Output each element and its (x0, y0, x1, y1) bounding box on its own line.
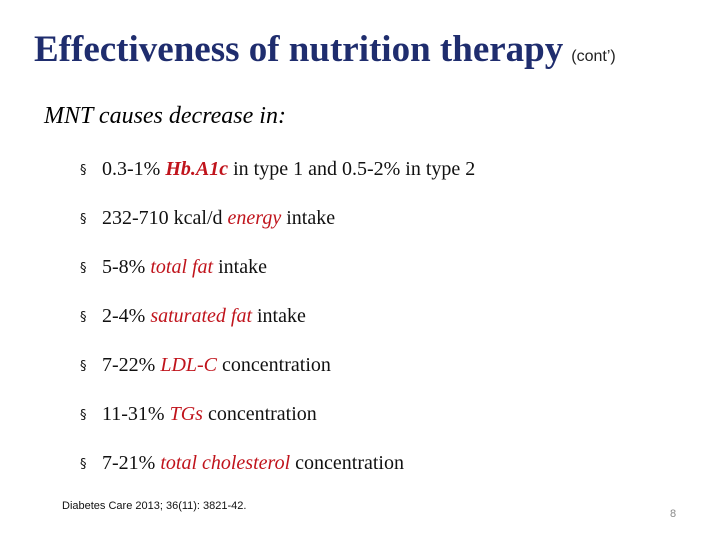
bullet-suffix: concentration (290, 452, 404, 474)
bullet-value: 0.3-1% (102, 158, 166, 180)
bullet-value: 11-31% (102, 403, 170, 425)
bullet-highlight: Hb.A1c (165, 158, 229, 180)
page-number: 8 (670, 508, 677, 520)
title-main: Effectiveness of nutrition therapy (34, 29, 564, 70)
bullet-value: 2-4% (102, 305, 151, 327)
bullet-marker-icon: § (80, 408, 87, 423)
bullet-suffix: intake (281, 207, 336, 229)
bullet-marker-icon: § (80, 212, 87, 227)
bullet-highlight: TGs (169, 403, 203, 425)
bullet-highlight: saturated fat (150, 305, 252, 327)
slide-title (34, 28, 616, 71)
bullet-value: 7-22% (102, 354, 161, 376)
bullet-highlight: total cholesterol (160, 452, 291, 474)
bullet-item-total-cholesterol (80, 452, 475, 501)
bullet-item-tgs (80, 403, 475, 452)
bullet-text (102, 256, 267, 279)
bullet-item-total-fat (80, 256, 475, 305)
bullet-suffix: concentration (202, 403, 317, 425)
bullet-item-saturated-fat (80, 305, 475, 354)
bullet-marker-icon: § (80, 359, 87, 374)
bullet-marker-icon: § (80, 457, 87, 472)
bullet-item-energy (80, 207, 475, 256)
bullet-text (102, 158, 475, 181)
bullet-value: 7-21% (102, 452, 161, 474)
bullet-highlight: LDL-C (160, 354, 218, 376)
bullet-highlight: energy (227, 207, 282, 229)
bullet-text (102, 354, 331, 377)
bullet-value: 232-710 kcal/d (102, 207, 228, 229)
bullet-item-ldl-c (80, 354, 475, 403)
bullet-item-hba1c (80, 158, 475, 207)
bullet-marker-icon: § (80, 261, 87, 276)
bullet-text (102, 207, 335, 230)
bullet-marker-icon: § (80, 163, 87, 178)
bullet-highlight: total fat (150, 256, 214, 278)
bullet-marker-icon: § (80, 310, 87, 325)
subtitle: MNT causes decrease in: (44, 103, 286, 129)
bullet-suffix: concentration (217, 354, 331, 376)
title-suffix: (cont’) (571, 48, 616, 65)
bullet-suffix: in type 1 and 0.5-2% in type 2 (228, 158, 476, 180)
bullet-text (102, 452, 404, 475)
bullet-suffix: intake (252, 305, 306, 327)
citation: Diabetes Care 2013; 36(11): 3821-42. (62, 500, 247, 512)
bullet-text (102, 305, 306, 328)
bullet-suffix: intake (213, 256, 267, 278)
bullet-text (102, 403, 317, 426)
bullet-value: 5-8% (102, 256, 151, 278)
bullet-list (80, 158, 475, 501)
